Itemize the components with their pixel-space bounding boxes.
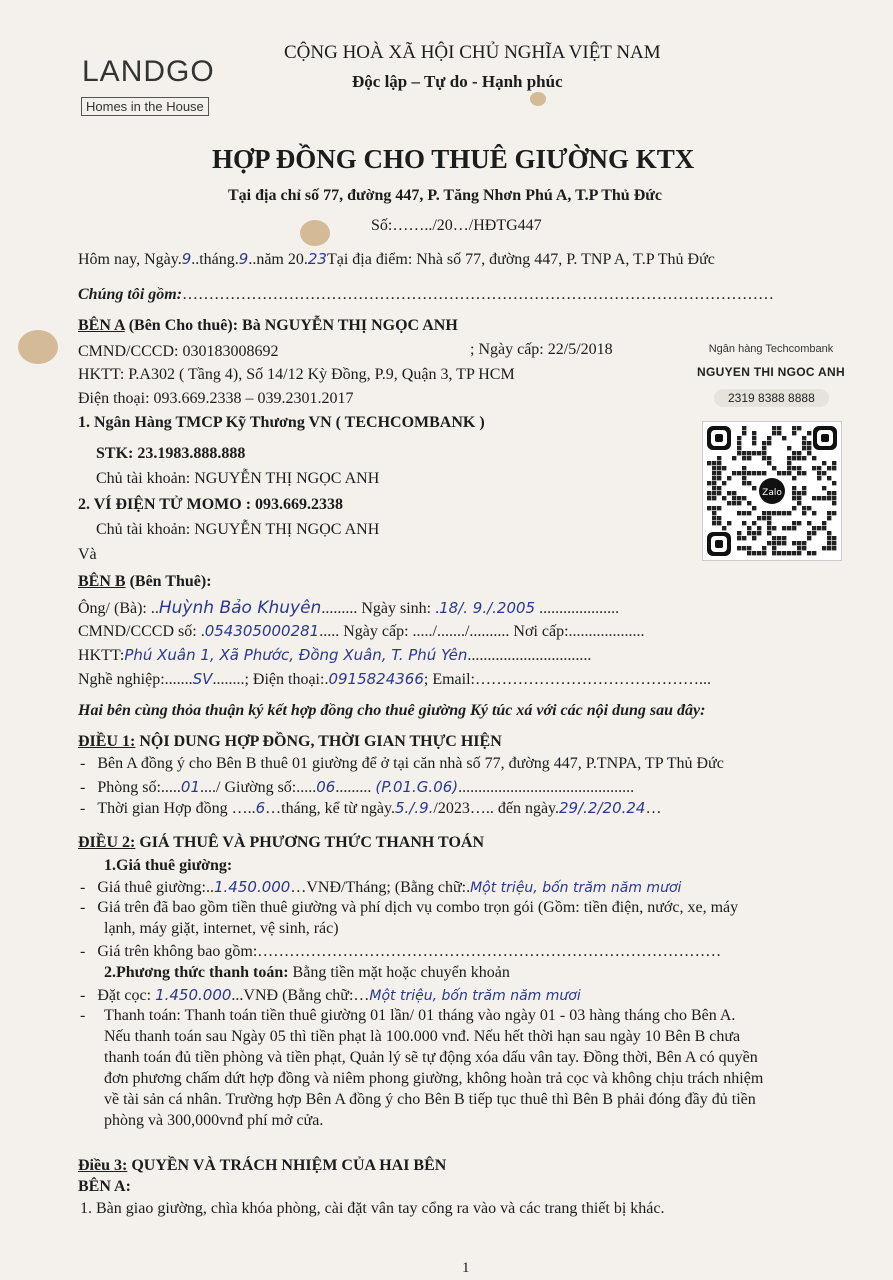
price-words: Một triệu, bốn trăm năm mươi xyxy=(470,880,682,896)
dieu1-label: ĐIỀU 1: xyxy=(78,733,136,750)
payment-line-2: thanh toán đủ tiền phòng và tiền phạt, Quản lý sẽ tự động xóa dấu vân tay. Đồng thời, Bên A có quyền xyxy=(104,1049,758,1066)
date-month: 9 xyxy=(238,250,249,268)
country-header: CỘNG HOÀ XÃ HỘI CHỦ NGHĨA VIỆT NAM xyxy=(284,42,661,63)
dieu1-room-line: - Phòng số:.....01..../ Giường số:.....06......... (P.01.G.06)............................................ xyxy=(80,778,635,796)
ben-a-ngay-cap: ; Ngày cấp: 22/5/2018 xyxy=(470,341,613,358)
dieu1-time-line: - Thời gian Hợp đồng …..6…tháng, kể từ ngày.5./.9./2023….. đến ngày.29/.2/20.24… xyxy=(80,799,662,817)
qr-code-icon xyxy=(702,421,842,561)
job-label: Nghề nghiệp:....... xyxy=(78,671,193,688)
tenant-job: SV xyxy=(192,670,213,688)
qr-bank-name: Ngân hàng Techcombank xyxy=(708,343,834,355)
phone-label: ........; Điện thoại:. xyxy=(212,671,329,688)
price-subheading: 1.Giá thuê giường: xyxy=(104,857,233,874)
ben-b-cmnd-line xyxy=(78,622,645,641)
payment-sub-rest: Bằng tiền mặt hoặc chuyển khoản xyxy=(288,964,510,981)
dieu1-heading xyxy=(78,733,502,751)
logo-brand: LANDGO xyxy=(82,55,215,88)
included-line: - Giá trên đã bao gồm tiền thuê giường và phí dịch vụ combo trọn gói (Gồm: tiền điện, nước, xe, máy xyxy=(80,899,739,916)
time-label: Thời gian Hợp đồng ….. xyxy=(97,800,256,817)
payment-line-4: về tài sản cá nhân. Trường hợp Bên A đồng ý cho Bên B tiếp tục thuê thì Bên B phải đóng đầy đủ tiền xyxy=(104,1091,756,1108)
va: Và xyxy=(78,546,97,563)
tenant-dob: 18/. 9./.2005 xyxy=(439,599,536,617)
payment-line-5: phòng và 300,000vnđ phí mở cửa. xyxy=(104,1112,324,1129)
bed-label: ..../ Giường số:..... xyxy=(200,779,317,796)
start-date: 5./.9. xyxy=(394,799,434,817)
zalo-label: Zalo xyxy=(762,488,782,498)
included-line2: lạnh, máy giặt, internet, vệ sinh, rác) xyxy=(104,920,339,937)
time-end: … xyxy=(645,800,662,817)
dieu3-label: Điều 3: xyxy=(78,1157,128,1174)
ben-a-heading xyxy=(78,317,458,335)
ben-a-phone: Điện thoại: 093.669.2338 – 039.2301.2017 xyxy=(78,390,354,407)
dieu1-title: NỘI DUNG HỢP ĐỒNG, THỜI GIAN THỰC HIỆN xyxy=(135,733,502,750)
date-line: Hôm nay, Ngày.9..tháng.9..năm 20.23Tại địa điểm: Nhà số 77, đường 447, P. TNP A, T.P Thủ Đức xyxy=(78,250,715,268)
chung-toi-label: Chúng tôi gồm: xyxy=(78,286,183,303)
dieu1-line1: - Bên A đồng ý cho Bên B thuê 01 giường để ở tại căn nhà số 77, đường 447, P.TNPA, TP Thủ Đức xyxy=(80,755,724,772)
ben-b-name-line: Ông/ (Bà): ..Huỳnh Bảo Khuyên......... Ngày sinh: .18/. 9./.2005 .................... xyxy=(78,598,620,618)
ben-a-heading-rest: (Bên Cho thuê): Bà NGUYỄN THỊ NGỌC ANH xyxy=(124,317,458,334)
excluded-text: Giá trên không bao gồm:…………………………………………………………………………… xyxy=(97,943,722,960)
ben-b-heading xyxy=(78,573,212,591)
cmnd-label: CMND/CCCD số: . xyxy=(78,623,205,640)
ong-ba-label: Ông/ (Bà): .. xyxy=(78,600,159,617)
dob-label: Ngày sinh: . xyxy=(361,600,440,617)
bank-heading: 1. Ngân Hàng TMCP Kỹ Thương VN ( TECHCOMBANK ) xyxy=(78,414,485,431)
ben-b-label: BÊN B xyxy=(78,573,126,590)
tenant-name: Huỳnh Bảo Khuyên xyxy=(158,598,322,618)
tenant-hktt: Phú Xuân 1, Xã Phước, Đồng Xuân, T. Phú Yên xyxy=(124,646,468,664)
deposit-label: Đặt cọc: xyxy=(97,987,156,1004)
time-mid2: /2023….. đến ngày. xyxy=(433,800,560,817)
price-line: - Giá thuê giường:..1.450.000…VNĐ/Tháng; (Bằng chữ:.Một triệu, bốn trăm năm mươi xyxy=(80,878,682,896)
ben-b-hktt-line: HKTT:Phú Xuân 1, Xã Phước, Đồng Xuân, T. Phú Yên............................... xyxy=(78,646,592,664)
deposit-words: Một triệu, bốn trăm năm mươi xyxy=(369,988,581,1004)
dieu2-heading xyxy=(78,834,484,852)
dieu3-item1: 1. Bàn giao giường, chìa khóa phòng, cài đặt vân tay cổng ra vào và các trang thiết bị khác. xyxy=(80,1200,665,1217)
qr-owner-name: NGUYEN THI NGOC ANH xyxy=(697,365,845,379)
email-label: ; Email:……………………………………... xyxy=(423,671,711,688)
ben-a-label: BÊN A xyxy=(78,317,125,334)
hktt-label: HKTT: xyxy=(78,647,125,664)
date-prefix: Hôm nay, Ngày xyxy=(78,251,178,268)
price-label: Giá thuê giường:.. xyxy=(97,879,214,896)
month-label: ..tháng. xyxy=(191,251,239,268)
deposit-mid: ...VNĐ (Bằng chữ:… xyxy=(231,987,370,1004)
agreement-line: Hai bên cùng thỏa thuận ký kết hợp đồng cho thuê giường Ký túc xá với các nội dung sau đây: xyxy=(78,702,706,719)
deposit-line: - Đặt cọc: 1.450.000...VNĐ (Bằng chữ:…Một triệu, bốn trăm năm mươi xyxy=(80,986,581,1004)
dieu3-heading xyxy=(78,1157,446,1175)
ben-b-heading-rest: (Bên Thuê): xyxy=(125,573,212,590)
date-place: Tại địa điểm: Nhà số 77, đường 447, P. TNP A, T.P Thủ Đức xyxy=(326,251,715,268)
dieu3-ben-a: BÊN A: xyxy=(78,1178,131,1195)
bed-number: 06 xyxy=(316,778,336,796)
ben-a-hktt: HKTT: P.A302 ( Tầng 4), Số 14/12 Kỳ Đồng, P.9, Quận 3, TP HCM xyxy=(78,366,515,383)
cmnd-rest: ..... Ngày cấp: ...../......./.......... Nơi cấp:................... xyxy=(319,623,645,640)
date-year: 23 xyxy=(307,250,327,268)
payment-dash: - xyxy=(80,1007,86,1024)
page-title: HỢP ĐỒNG CHO THUÊ GIƯỜNG KTX xyxy=(212,144,695,174)
year-label: ..năm 20. xyxy=(248,251,308,268)
owner-2: Chủ tài khoản: NGUYỄN THỊ NGỌC ANH xyxy=(96,521,380,538)
coffee-stain xyxy=(18,330,58,364)
momo: 2. VÍ ĐIỆN TỬ MOMO : 093.669.2338 xyxy=(78,496,344,513)
payment-sub-label: 2.Phương thức thanh toán: xyxy=(104,964,289,981)
end-date: 29/.2/20.24 xyxy=(559,799,646,817)
tenant-phone: 0915824366 xyxy=(328,670,424,688)
coffee-stain xyxy=(530,92,546,106)
dieu3-title: QUYỀN VÀ TRÁCH NHIỆM CỦA HAI BÊN xyxy=(127,1157,447,1174)
ben-a-cmnd: CMND/CCCD: 030183008692 xyxy=(78,343,279,360)
room-label: Phòng số:..... xyxy=(97,779,181,796)
chung-toi: Chúng tôi gồm:………………………………………………………………………………………………… xyxy=(78,286,775,303)
stk: STK: 23.1983.888.888 xyxy=(96,445,246,462)
payment-line-3: đơn phương chấm dứt hợp đồng và niêm phong giường, không hoàn trả cọc và không chịu trách nhiệm xyxy=(104,1070,764,1087)
motto: Độc lập – Tự do - Hạnh phúc xyxy=(352,72,563,91)
qr-account-number: 2319 8388 8888 xyxy=(714,389,829,407)
address-line: Tại địa chỉ số 77, đường 447, P. Tăng Nhơn Phú A, T.P Thủ Đức xyxy=(228,187,662,204)
contract-months: 6 xyxy=(255,799,266,817)
contract-number: Số:……../20…/HĐTG447 xyxy=(371,217,542,234)
dieu2-label: ĐIỀU 2: xyxy=(78,834,136,851)
dieu2-title: GIÁ THUÊ VÀ PHƯƠNG THỨC THANH TOÁN xyxy=(135,834,484,851)
included-text: Giá trên đã bao gồm tiền thuê giường và phí dịch vụ combo trọn gói (Gồm: tiền điện, nước, xe, máy xyxy=(97,899,739,916)
bed-code: (P.01.G.06) xyxy=(375,778,459,796)
tenant-cmnd: 054305000281 xyxy=(204,622,320,640)
payment-subheading xyxy=(104,964,510,982)
owner-1: Chủ tài khoản: NGUYỄN THỊ NGỌC ANH xyxy=(96,470,380,487)
price-mid: …VNĐ/Tháng; (Bằng chữ:. xyxy=(290,879,471,896)
date-day: 9 xyxy=(181,250,192,268)
ben-b-job-line xyxy=(78,670,711,689)
room-number: 01 xyxy=(180,778,200,796)
deposit-value: 1.450.000 xyxy=(155,986,232,1004)
payment-line-1: Nếu thanh toán sau Ngày 05 thì tiền phạt là 100.000 vnđ. Nếu hết thời hạn sau ngày 10 Bên B chưa xyxy=(104,1028,741,1045)
logo-tagline: Homes in the House xyxy=(81,97,209,116)
page-number: 1 xyxy=(462,1260,470,1276)
payment-line-0: Thanh toán: Thanh toán tiền thuê giường 01 lần/ 01 tháng vào ngày 01 - 03 hàng tháng cho Bên A. xyxy=(104,1007,736,1024)
time-mid: …tháng, kể từ ngày. xyxy=(265,800,395,817)
excluded-line: - Giá trên không bao gồm:…………………………………………………………………………… xyxy=(80,943,722,960)
coffee-stain xyxy=(300,220,330,246)
price-value: 1.450.000 xyxy=(214,878,291,896)
dieu1-line1-text: Bên A đồng ý cho Bên B thuê 01 giường để ở tại căn nhà số 77, đường 447, P.TNPA, TP Thủ Đức xyxy=(97,755,724,772)
